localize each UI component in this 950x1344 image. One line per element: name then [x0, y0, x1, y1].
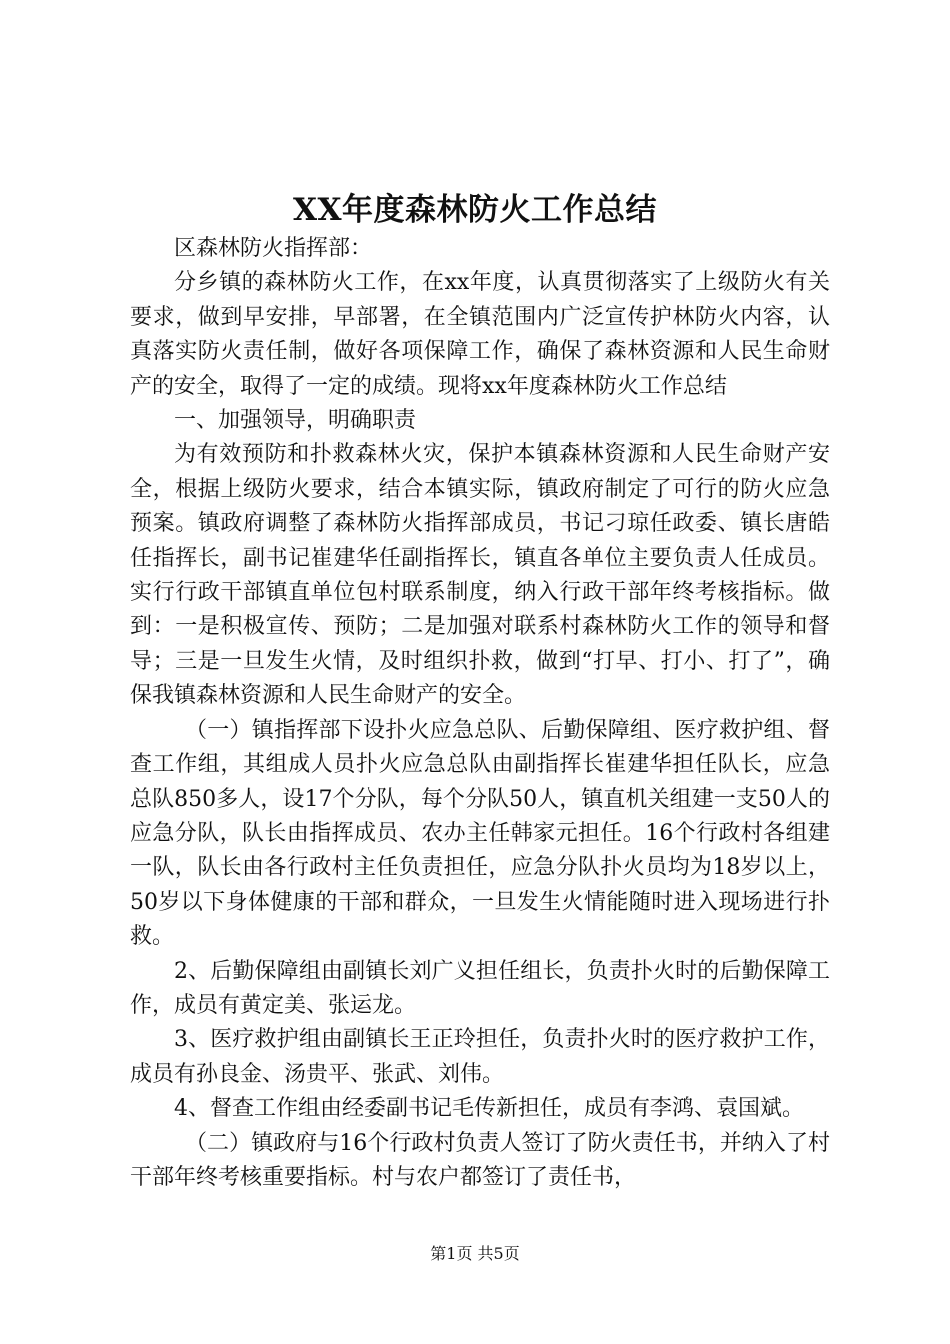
salutation: 区森林防火指挥部： [174, 236, 373, 261]
body-paragraph: （一）镇指挥部下设扑火应急总队、后勤保障组、医疗救护组、督查工作组，其组成人员扑火应急总队由副指挥长崔建华担任队长，应急总队850多人，设17个分队，每个分队50人，镇直机关组建一支50人的应急分队，队长由指挥成员、农办主任韩家元担任。16个行政村各组建一队，队长由各行政村主任负责担任，应急分队扑火员均为18岁以上，50岁以下身体健康的干部和群众，一旦发生火情能随时进入现场进行扑救。 [130, 717, 830, 950]
body-paragraph: 2、后勤保障组由副镇长刘广义担任组长，负责扑火时的后勤保障工作，成员有黄定美、张运龙。 [130, 958, 830, 1018]
section-heading: 一、加强领导，明确职责 [174, 408, 417, 434]
body-paragraph: （二）镇政府与16个行政村负责人签订了防火责任书，并纳入了村干部年终考核重要指标。村与农户都签订了责任书， [130, 1130, 830, 1190]
document-body [130, 232, 830, 1195]
intro-paragraph: 分乡镇的森林防火工作，在xx年度，认真贯彻落实了上级防火有关要求，做到早安排，早部署，在全镇范围内广泛宣传护林防火内容，认真落实防火责任制，做好各项保障工作，确保了森林资源和人民生命财产的安全，取得了一定的成绩。现将xx年度森林防火工作总结 [130, 270, 830, 399]
body-paragraph: 为有效预防和扑救森林火灾，保护本镇森林资源和人民生命财产安全，根据上级防火要求，结合本镇实际，镇政府制定了可行的防火应急预案。镇政府调整了森林防火指挥部成员，书记刁琼任政委、镇长唐皓任指挥长，副书记崔建华任副指挥长，镇直各单位主要负责人任成员。实行行政干部镇直单位包村联系制度，纳入行政干部年终考核指标。做到：一是积极宣传、预防；二是加强对联系村森林防火工作的领导和督导；三是一旦发生火情，及时组织扑救，做到“打早、打小、打了”，确保我镇森林资源和人民生命财产的安全。 [130, 442, 830, 709]
page-footer: 第1页 共5页 [430, 1244, 520, 1263]
document-title: XX年度森林防火工作总结 [292, 192, 658, 228]
body-paragraph: 3、医疗救护组由副镇长王正玲担任，负责扑火时的医疗救护工作，成员有孙良金、汤贵平、张武、刘伟。 [130, 1027, 830, 1087]
body-paragraph: 4、督查工作组由经委副书记毛传新担任，成员有李鸿、袁国斌。 [174, 1096, 804, 1122]
